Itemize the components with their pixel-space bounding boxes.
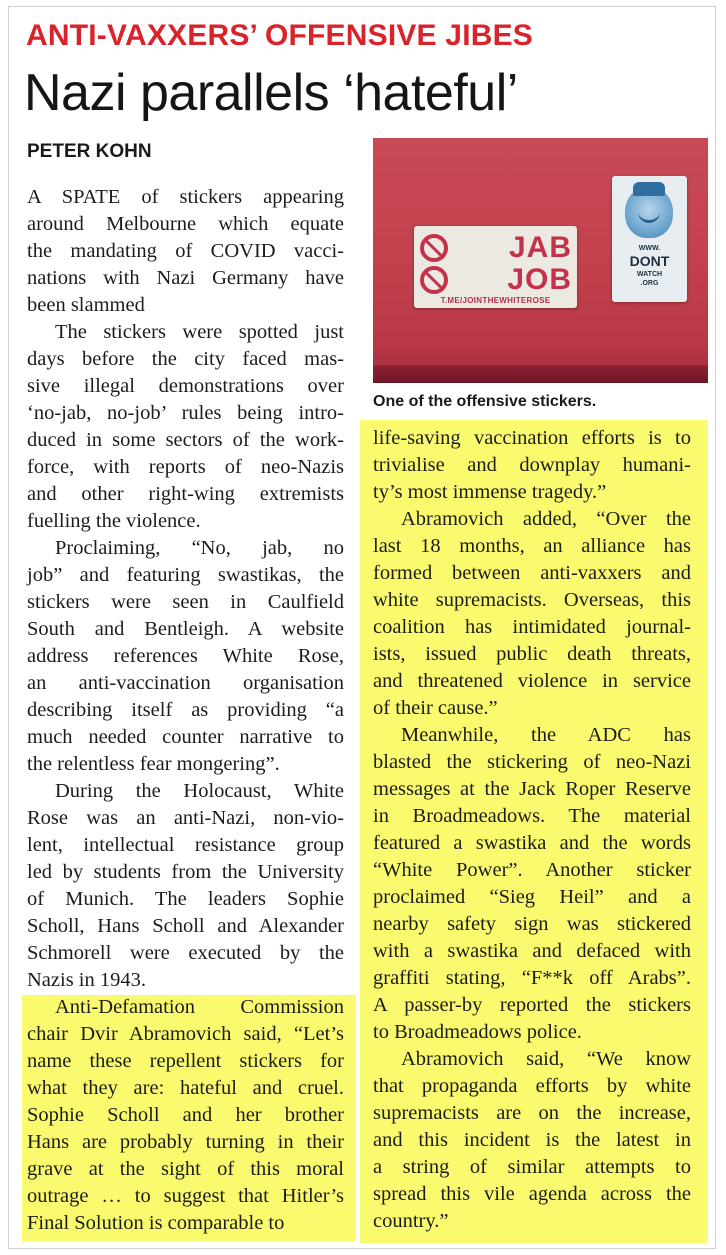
paragraph [27, 184, 344, 319]
text-line: country.” [373, 1210, 449, 1232]
text-line: job” and featuring swastikas, the [27, 564, 344, 586]
text-line: Abramovich added, “Over the [401, 508, 691, 530]
text-line: the mandating of COVID vacci- [27, 240, 344, 262]
prohibited-symbol-icon [420, 234, 448, 262]
text-line: Anti-Defamation Commission [55, 996, 344, 1018]
text-line: ‘no-jab, no-job’ rules being intro- [27, 402, 344, 424]
text-line: Rose was an anti-Nazi, non-vio- [27, 807, 344, 829]
paragraph [27, 535, 344, 778]
text-line: the relentless fear mongering”. [27, 753, 280, 775]
text-line: with a swastika and defaced with [373, 940, 691, 962]
text-line: and this incident is the latest in [373, 1129, 691, 1151]
text-line: Hans are probably turning in their [27, 1131, 344, 1153]
paragraph [373, 722, 691, 1046]
paragraph [373, 506, 691, 722]
photo-caption: One of the offensive stickers. [373, 393, 597, 410]
text-line: of Munich. The leaders Sophie [27, 888, 344, 910]
text-line: Proclaiming, “No, jab, no [55, 537, 344, 559]
text-line: what they are: hateful and cruel. [27, 1077, 344, 1099]
text-line: describing itself as providing “a [27, 699, 344, 721]
dont-watch-sticker [612, 176, 687, 302]
text-line: Abramovich said, “We know [401, 1048, 691, 1070]
text-line: white supremacists. Overseas, this [373, 589, 691, 611]
text-line: address references White Rose, [27, 645, 344, 667]
text-line: graffiti stating, “F**k off Arabs”. [373, 967, 691, 989]
text-line: outrage … to suggest that Hitler’s [27, 1185, 344, 1207]
text-line: to Broadmeadows police. [373, 1021, 582, 1043]
text-line: been slammed [27, 294, 145, 316]
text-line: Schmorell were executed by the [27, 942, 344, 964]
small-sticker-line3: WATCH [636, 271, 663, 278]
text-line: A passer-by reported the stickers [373, 994, 691, 1016]
text-line: and threatened violence in service [373, 670, 691, 692]
text-line: chair Dvir Abramovich said, “Let’s [27, 1023, 344, 1045]
paragraph [27, 778, 344, 994]
text-line: a string of similar attempts to [373, 1156, 691, 1178]
text-line: and other right-wing extremists [27, 483, 344, 505]
kicker: ANTI-VAXXERS’ OFFENSIVE JIBES [26, 19, 534, 52]
text-line: nearby safety sign was stickered [373, 913, 691, 935]
text-line: During the Holocaust, White [55, 780, 344, 802]
photo-lower-edge [373, 365, 708, 383]
text-line: ists, issued public death threats, [373, 643, 691, 665]
text-line: force, with reports of neo-Nazis [27, 456, 344, 478]
text-line: days before the city faced mas- [27, 348, 344, 370]
text-line: messages at the Jack Roper Reserve [373, 778, 691, 800]
sticker-word-job: JOB [507, 263, 572, 296]
small-sticker-line2: DONT [629, 253, 670, 269]
text-line: life-saving vaccination efforts is to [373, 427, 691, 449]
no-jab-no-job-sticker [414, 226, 577, 308]
text-line: led by students from the University [27, 861, 344, 883]
text-line: sive illegal demonstrations over [27, 375, 344, 397]
byline: PETER KOHN [27, 141, 152, 162]
text-line: proclaimed “Sieg Heil” and a [373, 886, 691, 908]
paragraph [27, 319, 344, 535]
text-line: A SPATE of stickers appearing [27, 186, 344, 208]
paragraph [373, 1046, 691, 1235]
text-line: formed between anti-vaxxers and [373, 562, 691, 584]
text-line: of their cause.” [373, 697, 498, 719]
text-line: last 18 months, an alliance has [373, 535, 691, 557]
text-line: an anti-vaccination organisation [27, 672, 344, 694]
text-line: ty’s most immense tragedy.” [373, 481, 607, 503]
text-line: South and Bentleigh. A website [27, 618, 344, 640]
text-line: Final Solution is comparable to [27, 1212, 285, 1234]
right-column [373, 425, 691, 1235]
text-line: featured a swastika and the words [373, 832, 691, 854]
text-line: Nazis in 1943. [27, 969, 146, 991]
text-line: lent, intellectual resistance group [27, 834, 344, 856]
small-sticker-line4: .ORG [640, 280, 659, 287]
headline: Nazi parallels ‘hateful’ [24, 64, 518, 122]
small-sticker-line1: WWW. [638, 245, 661, 252]
cartoon-face-icon [625, 186, 673, 238]
article-photo [373, 138, 708, 383]
sticker-url: T.ME/JOINTHEWHITEROSE [440, 296, 551, 305]
text-line: spread this vile agenda across the [373, 1183, 691, 1205]
text-line: fuelling the violence. [27, 510, 201, 532]
text-line: that propaganda efforts by white [373, 1075, 691, 1097]
text-line: Meanwhile, the ADC has [401, 724, 691, 746]
text-line: duced in some sectors of the work- [27, 429, 344, 451]
text-line: much needed counter narrative to [27, 726, 344, 748]
left-column [27, 184, 344, 1237]
paragraph [27, 994, 344, 1237]
sticker-word-jab: JAB [508, 231, 572, 264]
text-line: supremacists are on the increase, [373, 1102, 691, 1124]
text-line: The stickers were spotted just [55, 321, 344, 343]
text-line: nations with Nazi Germany have [27, 267, 344, 289]
text-line: trivialise and downplay humani- [373, 454, 691, 476]
text-line: coalition has intimidated journal- [373, 616, 691, 638]
text-line: “White Power”. Another sticker [373, 859, 691, 881]
text-line: grave at the sight of this moral [27, 1158, 344, 1180]
text-line: stickers were seen in Caulfield [27, 591, 344, 613]
text-line: blasted the stickering of neo-Nazi [373, 751, 691, 773]
text-line: Sophie Scholl and her brother [27, 1104, 344, 1126]
text-line: Scholl, Hans Scholl and Alexander [27, 915, 344, 937]
text-line: around Melbourne which equate [27, 213, 344, 235]
text-line: in Broadmeadows. The material [373, 805, 691, 827]
paragraph [373, 425, 691, 506]
prohibited-symbol-icon [420, 266, 448, 294]
text-line: name these repellent stickers for [27, 1050, 344, 1072]
